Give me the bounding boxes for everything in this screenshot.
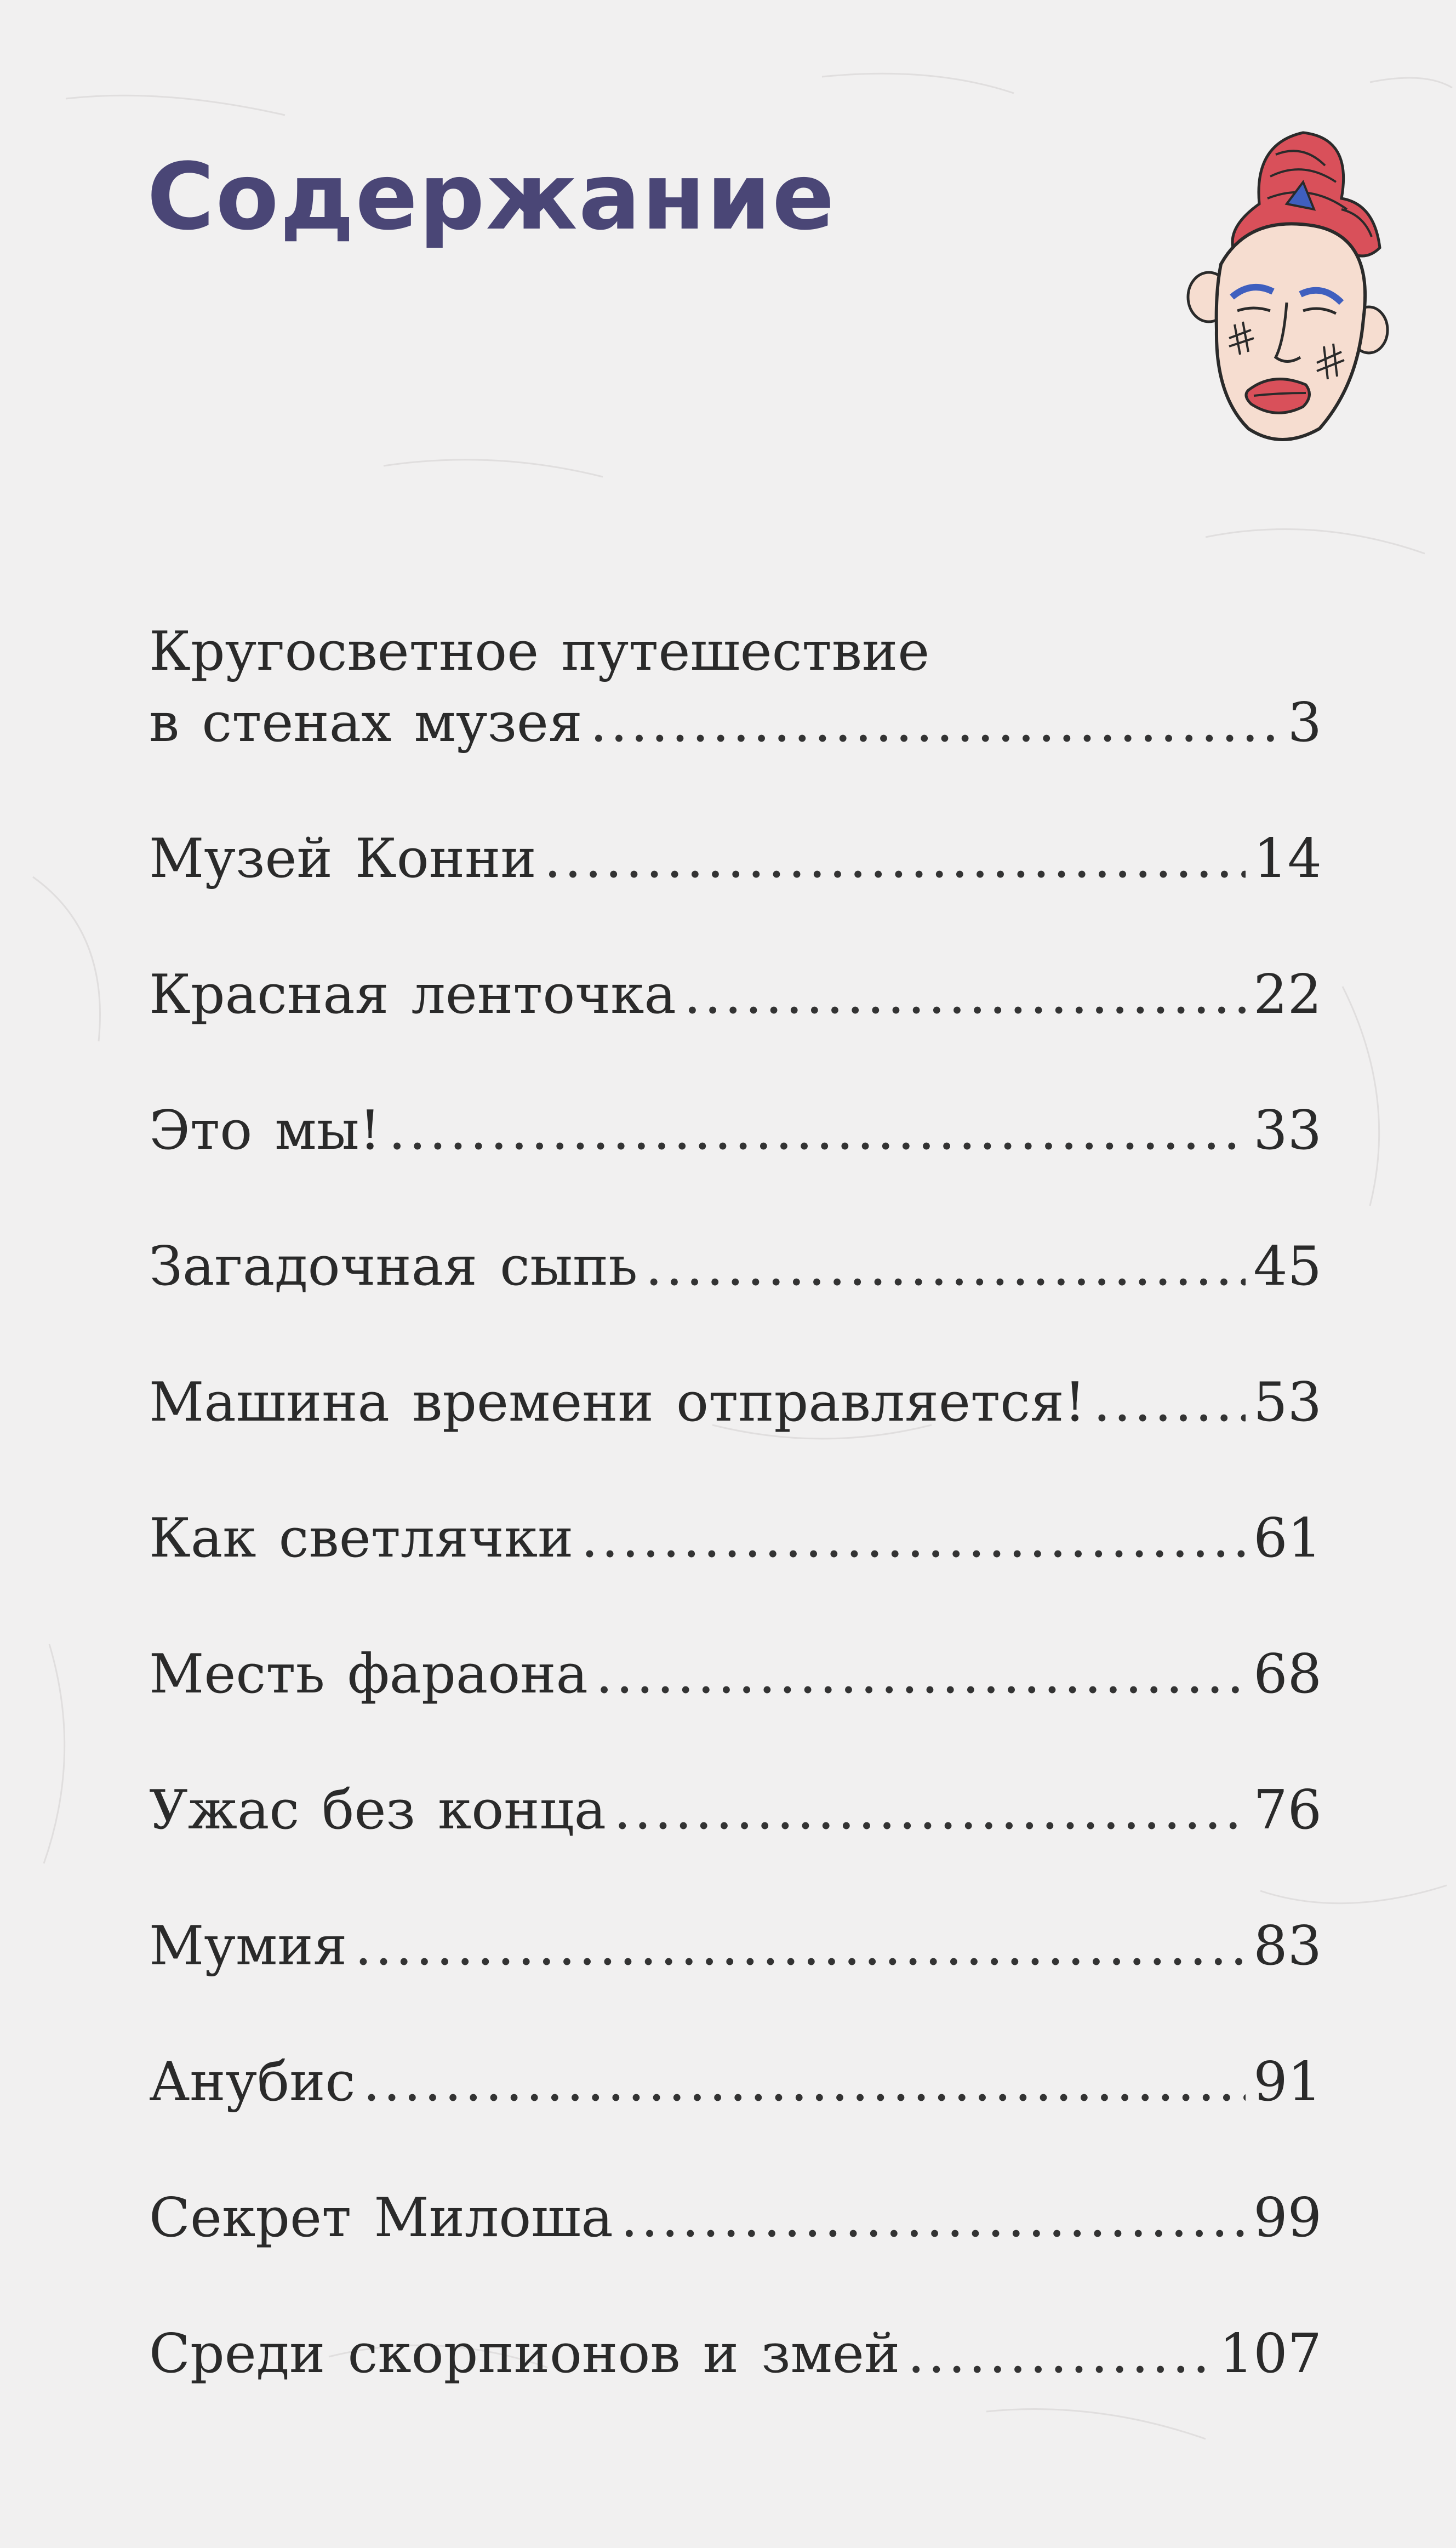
toc-entry-title: Мумия	[149, 1915, 347, 1977]
toc-entry[interactable]	[149, 1507, 1322, 1583]
toc-page-number: 76	[1253, 1779, 1322, 1842]
toc-entry[interactable]	[149, 1915, 1322, 1991]
dot-leader	[684, 968, 1246, 1022]
toc-page-number: 68	[1253, 1643, 1322, 1706]
toc-entry[interactable]	[149, 620, 1322, 767]
dot-leader	[355, 1919, 1246, 1973]
toc-entry-line	[149, 1507, 1322, 1583]
toc-entry[interactable]	[149, 1371, 1322, 1447]
toc-entry[interactable]	[149, 828, 1322, 903]
toc-entry-title: Ужас без конца	[149, 1779, 607, 1842]
toc-page-number: 83	[1253, 1915, 1322, 1977]
toc-entry-title: Загадочная сыпь	[149, 1235, 638, 1298]
toc-entry[interactable]	[149, 1643, 1322, 1719]
dot-leader	[1093, 1376, 1246, 1429]
toc-entry-line	[149, 2323, 1322, 2398]
toc-page-number: 45	[1253, 1235, 1322, 1298]
toc-entry-title: Красная ленточка	[149, 964, 676, 1026]
dot-leader	[621, 2191, 1246, 2245]
toc-entry-line	[149, 2187, 1322, 2262]
toc-entry-line	[149, 1099, 1322, 1175]
toc-entry-title: Музей Конни	[149, 828, 536, 890]
toc-entry-title: Это мы!	[149, 1099, 381, 1162]
toc-entry-line	[149, 1371, 1322, 1447]
toc-entry-line	[149, 1643, 1322, 1719]
dot-leader	[581, 1512, 1246, 1565]
toc-page-number: 3	[1287, 692, 1322, 754]
dot-leader	[389, 1104, 1246, 1158]
page-title: Содержание	[147, 143, 836, 250]
toc-entry-line	[149, 1915, 1322, 1991]
toc-entry[interactable]	[149, 1779, 1322, 1855]
toc-page-number: 22	[1253, 964, 1322, 1026]
dot-leader	[907, 2327, 1212, 2381]
toc-entry-line	[149, 692, 1322, 767]
toc-page-number: 107	[1219, 2323, 1322, 2385]
toc-page-number: 14	[1253, 828, 1322, 890]
toc-entry-line	[149, 828, 1322, 903]
toc-entry-line	[149, 1779, 1322, 1855]
toc-entry[interactable]	[149, 1235, 1322, 1311]
dot-leader	[646, 1240, 1246, 1293]
toc-entry-line	[149, 964, 1322, 1039]
toc-entry-line	[149, 1235, 1322, 1311]
toc-entry-title: Машина времени отправляется!	[149, 1371, 1086, 1434]
toc-page-number: 33	[1253, 1099, 1322, 1162]
toc-entry-title: в стенах музея	[149, 692, 583, 754]
toc-entry[interactable]	[149, 1099, 1322, 1175]
dot-leader	[544, 832, 1246, 886]
dot-leader	[596, 1648, 1246, 1701]
table-of-contents	[149, 620, 1322, 2398]
african-mask-icon	[1177, 122, 1396, 461]
toc-entry[interactable]	[149, 2187, 1322, 2262]
toc-entry-title: Анубис	[149, 2051, 356, 2113]
toc-page-number: 91	[1253, 2051, 1322, 2113]
toc-entry-title: Как светлячки	[149, 1507, 574, 1570]
toc-page-number: 99	[1253, 2187, 1322, 2249]
toc-page-number: 53	[1253, 1371, 1322, 1434]
toc-entry-title: Месть фараона	[149, 1643, 588, 1706]
dot-leader	[363, 2055, 1246, 2109]
toc-entry-title-line	[149, 620, 1322, 696]
toc-entry-title: Среди скорпионов и змей	[149, 2323, 900, 2385]
toc-entry-title: Кругосветное путешествие	[149, 620, 930, 683]
dot-leader	[614, 1783, 1246, 1837]
toc-entry[interactable]	[149, 2051, 1322, 2127]
toc-page-number: 61	[1253, 1507, 1322, 1570]
toc-entry-line	[149, 2051, 1322, 2127]
toc-entry-title: Секрет Милоша	[149, 2187, 613, 2249]
dot-leader	[590, 696, 1280, 750]
toc-entry[interactable]	[149, 964, 1322, 1039]
toc-entry[interactable]	[149, 2323, 1322, 2398]
